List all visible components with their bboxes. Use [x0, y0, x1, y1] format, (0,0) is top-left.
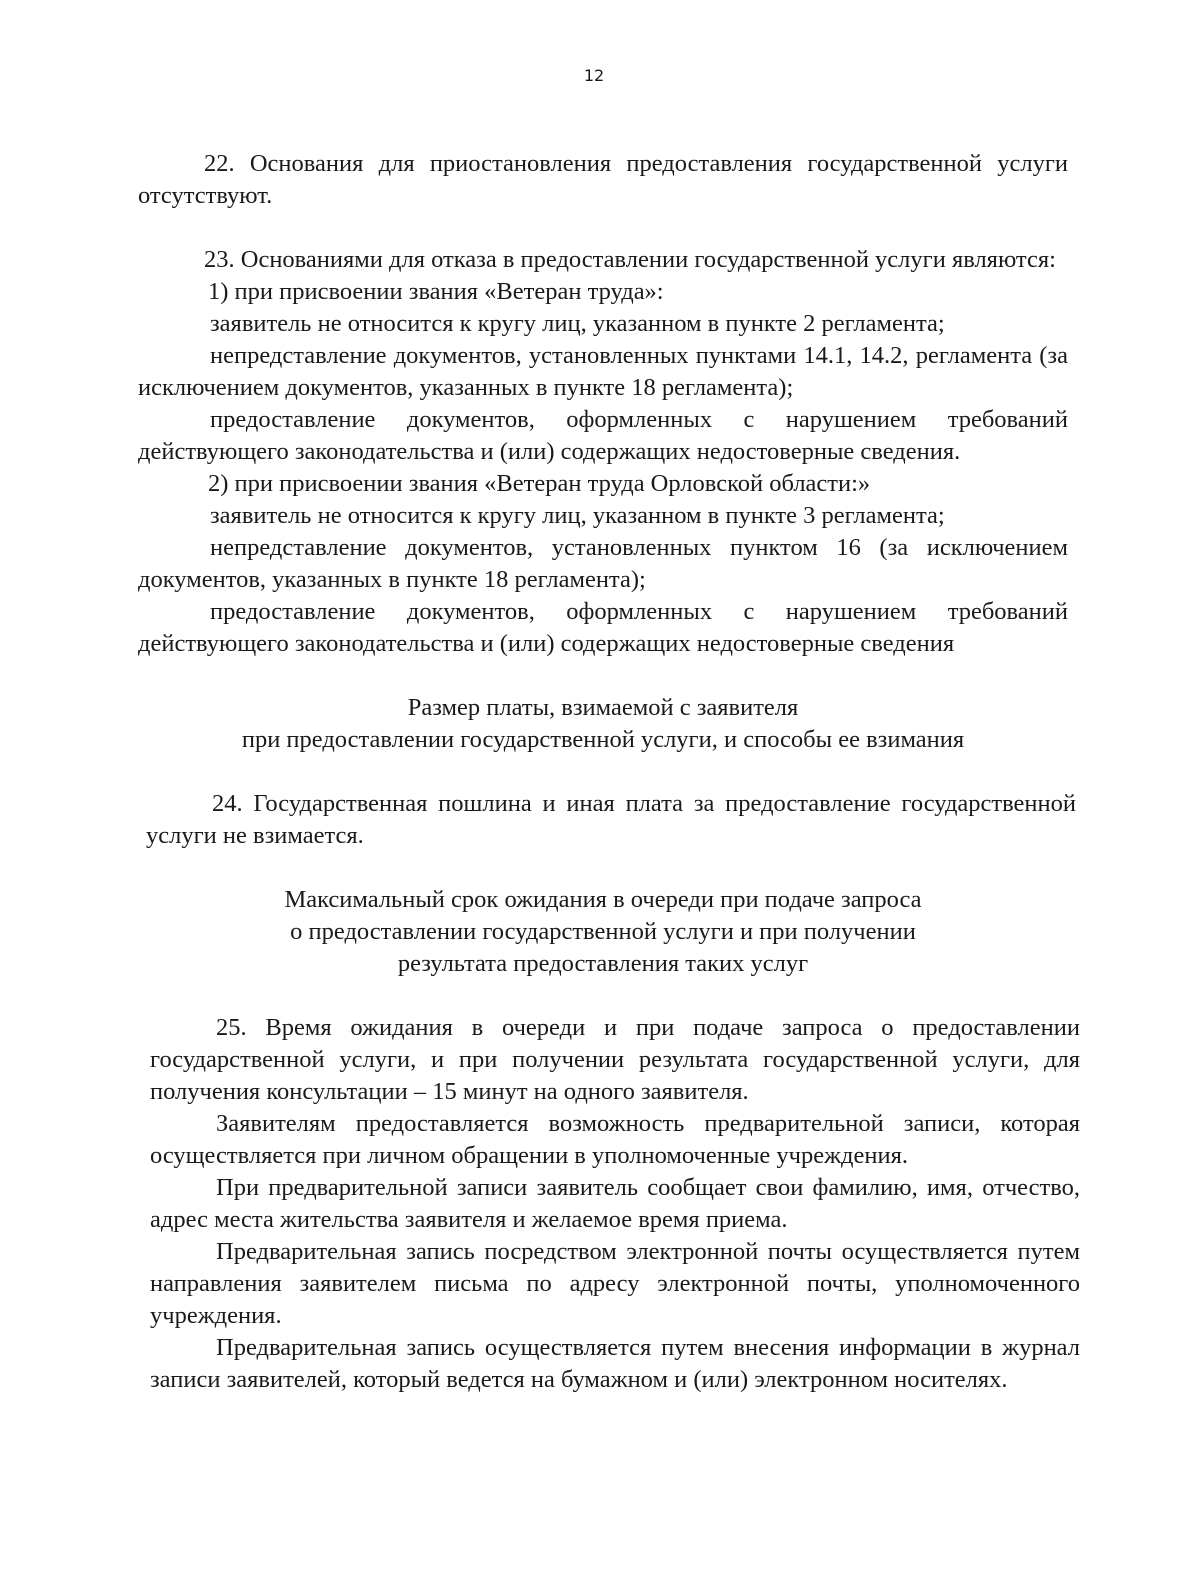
paragraph-23-item-2-c: предоставление документов, оформленных с нарушением требований действующего законодательства и (или) содержащих недостоверные сведения [138, 598, 1068, 657]
paragraph-23-item-1-c: предоставление документов, оформленных с нарушением требований действующего законодательства и (или) содержащих недостоверные сведения. [138, 406, 1068, 465]
document-body [138, 148, 1080, 1396]
spacer [138, 852, 1068, 884]
section-heading-queue-line-2: о предоставлении государственной услуги и при получении [290, 918, 916, 945]
paragraph-25-b: При предварительной записи заявитель сообщает свои фамилию, имя, отчество, адрес места жительства заявителя и желаемое время приема. [150, 1174, 1080, 1233]
spacer [138, 980, 1068, 1012]
section-heading-queue-line-1: Максимальный срок ожидания в очереди при подаче запроса [284, 886, 922, 913]
paragraph-23-item-1: 1) при присвоении звания «Ветеран труда»: [208, 278, 664, 305]
paragraph-23-item-2-b: непредставление документов, установленных пунктом 16 (за исключением документов, указанных в пункте 18 регламента); [138, 534, 1068, 593]
section-heading-fee-line-2: при предоставлении государственной услуги, и способы ее взимания [241, 726, 965, 753]
paragraph-25: 25. Время ожидания в очереди и при подаче запроса о предоставлении государственной услуги, и при получении результата государственной услуги, для получения консультации – 15 минут на одного заявителя. [150, 1014, 1080, 1105]
spacer [138, 756, 1068, 788]
section-queue [150, 1012, 1080, 1396]
paragraph-25-c: Предварительная запись посредством электронной почты осуществляется путем направления заявителем письма по адресу электронной почты, уполномоченного учреждения. [150, 1238, 1080, 1329]
paragraph-22: 22. Основания для приостановления предоставления государственной услуги отсутствуют. [138, 150, 1068, 209]
paragraph-23-item-1-a: заявитель не относится к кругу лиц, указанном в пункте 2 регламента; [210, 310, 945, 337]
paragraph-24: 24. Государственная пошлина и иная плата за предоставление государственной услуги не взимается. [146, 790, 1076, 849]
spacer [138, 660, 1068, 692]
spacer [138, 212, 1068, 244]
paragraph-23: 23. Основаниями для отказа в предоставлении государственной услуги являются: [204, 246, 1056, 273]
paragraph-23-item-2-a: заявитель не относится к кругу лиц, указанном в пункте 3 регламента; [210, 502, 945, 529]
section-fee [146, 788, 1076, 852]
paragraph-23-item-1-b: непредставление документов, установленных пунктами 14.1, 14.2, регламента (за исключением документов, указанных в пункте 18 регламента); [138, 342, 1068, 401]
section-heading-fee-line-1: Размер платы, взимаемой с заявителя [407, 694, 799, 721]
paragraph-23-item-2: 2) при присвоении звания «Ветеран труда Орловской области:» [208, 470, 871, 497]
paragraph-25-a: Заявителям предоставляется возможность предварительной записи, которая осуществляется при личном обращении в уполномоченные учреждения. [150, 1110, 1080, 1169]
paragraph-25-d: Предварительная запись осуществляется путем внесения информации в журнал записи заявителей, который ведется на бумажном и (или) электронном носителях. [150, 1334, 1080, 1393]
page-number: 12 [583, 66, 605, 85]
section-heading-queue-line-3: результата предоставления таких услуг [397, 950, 809, 977]
